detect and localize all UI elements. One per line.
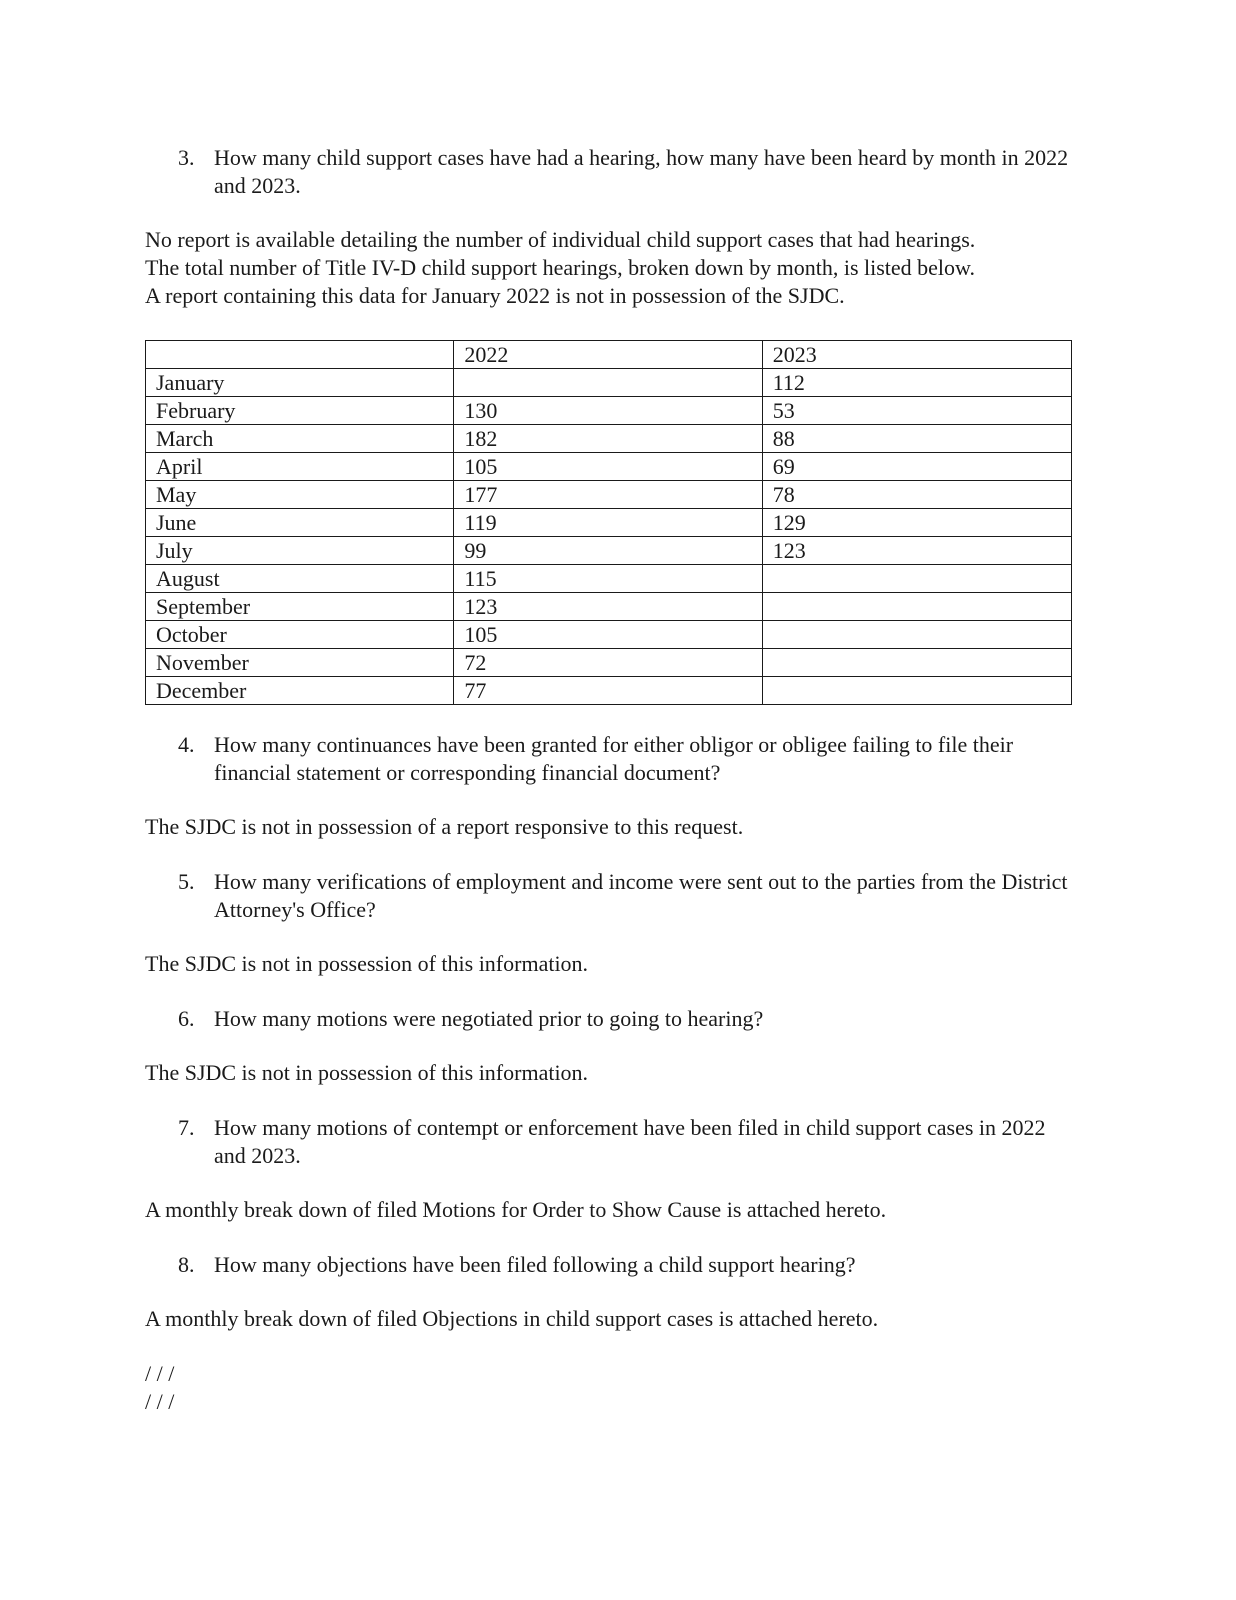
table-row: [146, 453, 1072, 481]
hearings-table: [145, 340, 1072, 705]
question-8: [178, 1251, 1078, 1279]
answer-line: The SJDC is not in possession of this information.: [145, 1060, 589, 1085]
month-cell: August: [146, 565, 454, 593]
question-5: [178, 868, 1078, 924]
value-2022-cell: 177: [454, 481, 762, 509]
table-row: [146, 481, 1072, 509]
continuation-mark: / / /: [145, 1389, 175, 1414]
question-text: How many objections have been filed following a child support hearing?: [214, 1252, 856, 1277]
value-2022-cell: 105: [454, 453, 762, 481]
question-text: How many continuances have been granted for either obligor or obligee failing to file their financial statement or corresponding financial document?: [214, 732, 1014, 785]
table-row: [146, 593, 1072, 621]
month-cell: December: [146, 677, 454, 705]
header-cell-2022: 2022: [454, 341, 762, 369]
month-cell: April: [146, 453, 454, 481]
value-2022-cell: 115: [454, 565, 762, 593]
table-row: [146, 537, 1072, 565]
answer-3: [145, 226, 1085, 310]
table-row: [146, 509, 1072, 537]
month-cell: October: [146, 621, 454, 649]
question-number: 7.: [178, 1115, 195, 1140]
value-2023-cell: [762, 621, 1071, 649]
answer-4: [145, 813, 1085, 841]
value-2022-cell: 123: [454, 593, 762, 621]
value-2022-cell: [454, 369, 762, 397]
value-2023-cell: 112: [762, 369, 1071, 397]
question-6: [178, 1005, 1078, 1033]
question-number: 8.: [178, 1252, 195, 1277]
question-text: How many motions were negotiated prior to going to hearing?: [214, 1006, 764, 1031]
value-2023-cell: 129: [762, 509, 1071, 537]
value-2022-cell: 72: [454, 649, 762, 677]
month-cell: March: [146, 425, 454, 453]
answer-line: A monthly break down of filed Objections in child support cases is attached hereto.: [145, 1306, 879, 1331]
month-cell: June: [146, 509, 454, 537]
answer-5: [145, 950, 1085, 978]
question-text: How many verifications of employment and income were sent out to the parties from the District Attorney's Office?: [214, 869, 1068, 922]
table-row: [146, 677, 1072, 705]
question-text: How many motions of contempt or enforcement have been filed in child support cases in 2022 and 2023.: [214, 1115, 1046, 1168]
value-2022-cell: 105: [454, 621, 762, 649]
header-cell: [146, 341, 454, 369]
value-2023-cell: 88: [762, 425, 1071, 453]
table-row: [146, 649, 1072, 677]
question-number: 5.: [178, 869, 195, 894]
value-2023-cell: [762, 565, 1071, 593]
month-cell: November: [146, 649, 454, 677]
answer-line: The SJDC is not in possession of a report responsive to this request.: [145, 814, 744, 839]
answer-line: A monthly break down of filed Motions for Order to Show Cause is attached hereto.: [145, 1197, 887, 1222]
answer-6: [145, 1059, 1085, 1087]
month-cell: January: [146, 369, 454, 397]
table-row: [146, 425, 1072, 453]
month-cell: September: [146, 593, 454, 621]
value-2023-cell: 53: [762, 397, 1071, 425]
question-number: 3.: [178, 145, 195, 170]
answer-line: The total number of Title IV-D child support hearings, broken down by month, is listed below.: [145, 255, 976, 280]
answer-8: [145, 1305, 1085, 1333]
table-row: [146, 565, 1072, 593]
header-cell-2023: 2023: [762, 341, 1071, 369]
table-row: [146, 369, 1072, 397]
answer-line: A report containing this data for January 2022 is not in possession of the SJDC.: [145, 283, 845, 308]
answer-line: No report is available detailing the number of individual child support cases that had hearings.: [145, 227, 976, 252]
question-4: [178, 731, 1078, 787]
table-header-row: [146, 341, 1072, 369]
question-3: [178, 144, 1078, 200]
month-cell: May: [146, 481, 454, 509]
table-row: [146, 621, 1072, 649]
value-2023-cell: [762, 593, 1071, 621]
value-2023-cell: 78: [762, 481, 1071, 509]
value-2023-cell: 123: [762, 537, 1071, 565]
continuation-mark: / / /: [145, 1361, 175, 1386]
value-2023-cell: [762, 677, 1071, 705]
value-2022-cell: 119: [454, 509, 762, 537]
value-2023-cell: [762, 649, 1071, 677]
value-2022-cell: 99: [454, 537, 762, 565]
month-cell: July: [146, 537, 454, 565]
answer-7: [145, 1196, 1085, 1224]
question-7: [178, 1114, 1078, 1170]
value-2022-cell: 77: [454, 677, 762, 705]
answer-line: The SJDC is not in possession of this information.: [145, 951, 589, 976]
value-2023-cell: 69: [762, 453, 1071, 481]
question-text: How many child support cases have had a hearing, how many have been heard by month in 2022 and 2023.: [214, 145, 1069, 198]
month-cell: February: [146, 397, 454, 425]
question-number: 6.: [178, 1006, 195, 1031]
table-row: [146, 397, 1072, 425]
question-number: 4.: [178, 732, 195, 757]
value-2022-cell: 130: [454, 397, 762, 425]
value-2022-cell: 182: [454, 425, 762, 453]
